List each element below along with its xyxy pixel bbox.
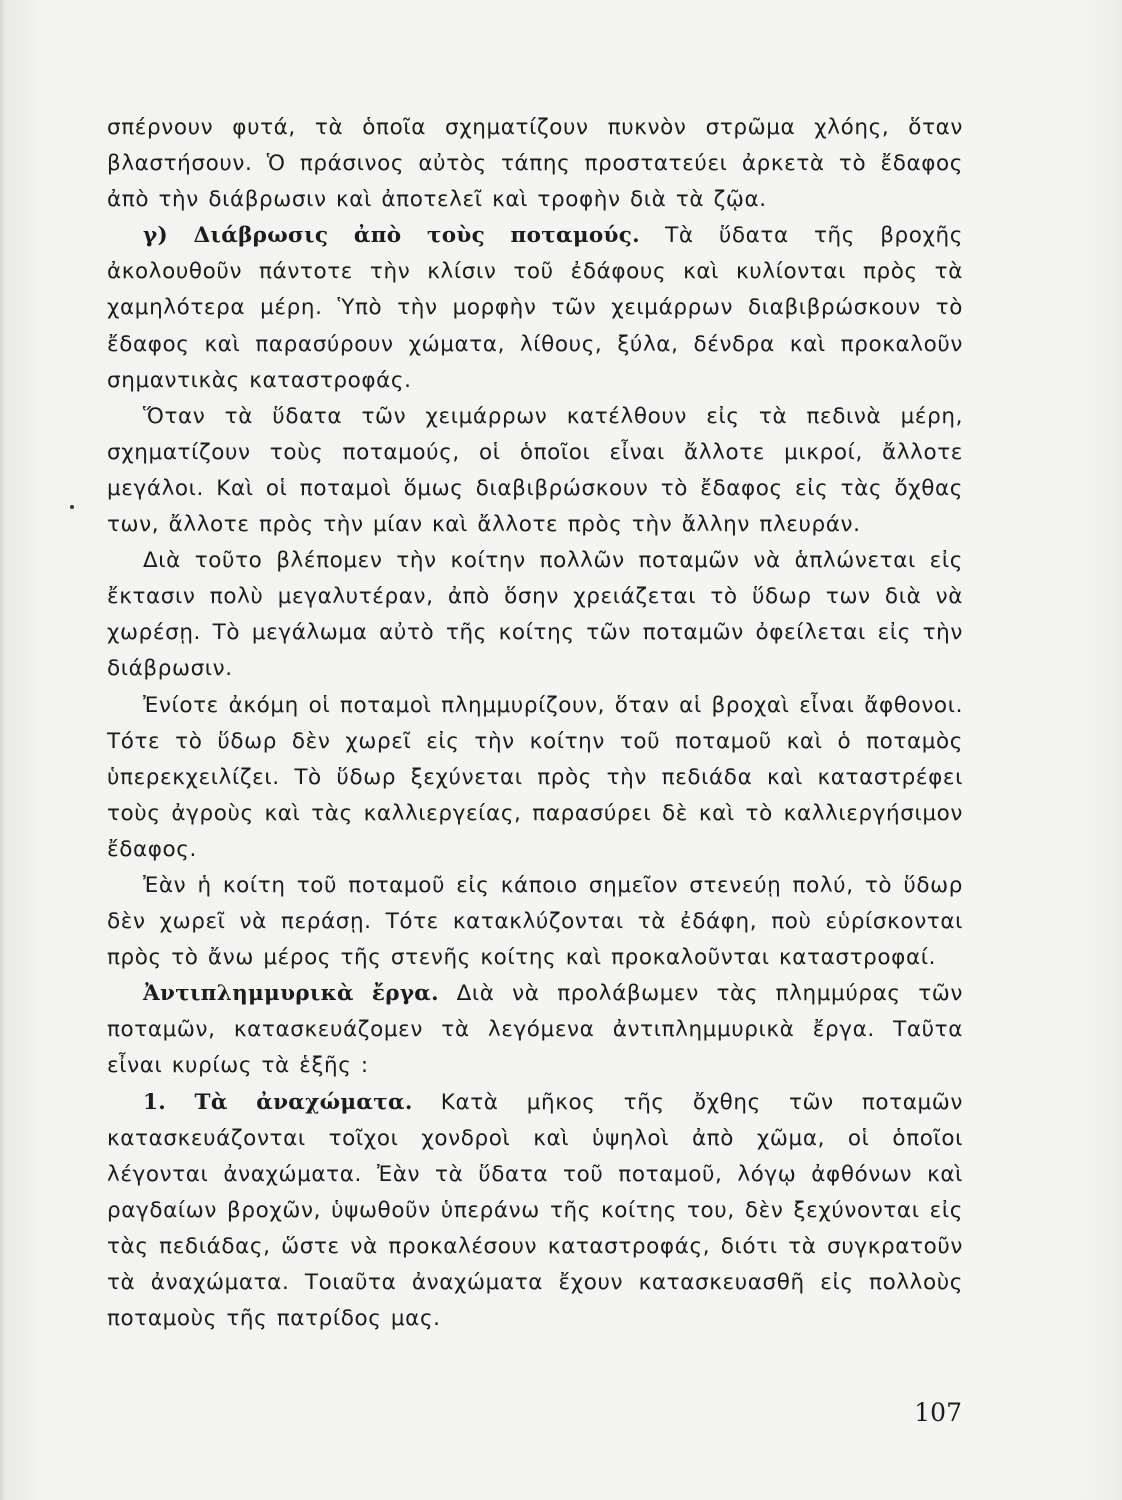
paragraph-7-text: Διὰ νὰ προλάβωμεν τὰς πλημμύρας τῶν ποταμῶν, κατασκευάζομεν τὰ λεγόμενα ἀντιπλημμυρικὰ ἔργα. Ταῦτα εἶναι κυρίως τὰ ἑξῆς : xyxy=(107,981,964,1079)
paragraph-3-text: Ὅταν τὰ ὕδατα τῶν χειμάρρων κατέλθουν εἰς τὰ πεδινὰ μέρη, σχηματίζουν τοὺς ποταμούς, οἱ ὁποῖοι εἶναι ἄλλοτε μικροί, ἄλλοτε μεγάλοι. Καὶ οἱ ποταμοὶ ὅμως διαβιβρώσκουν τὸ ἔδαφος εἰς τὰς ὄχθας των, ἄλλοτε πρὸς τὴν μίαν καὶ ἄλλοτε πρὸς τὴν ἄλλην πλευράν. xyxy=(107,403,963,538)
paragraph-7 xyxy=(107,976,963,1084)
paragraph-3 xyxy=(107,399,963,543)
paragraph-8-text: Κατὰ μῆκος τῆς ὄχθης τῶν ποταμῶν κατασκευάζονται τοῖχοι χονδροὶ καὶ ὑψηλοὶ ἀπὸ χῶμα, οἱ ὁποῖοι λέγονται ἀναχώματα. Ἐὰν τὰ ὕδατα τοῦ ποταμοῦ, λόγῳ ἀφθόνων καὶ ραγδαίων βροχῶν, ὑψωθοῦν ὑπεράνω τῆς κοίτης του, δὲν ξεχύνονται εἰς τὰς πεδιάδας, ὥστε νὰ προκαλέσουν καταστροφάς, διότι τὰ συγκρατοῦν τὰ ἀναχώματα. Τοιαῦτα ἀναχώματα ἔχουν κατασκευασθῆ εἰς πολλοὺς ποταμοὺς τῆς πατρίδος μας. xyxy=(107,1089,963,1332)
scan-edge-shadow xyxy=(0,0,6,1500)
paragraph-1-text: σπέρνουν φυτά, τὰ ὁποῖα σχηματίζουν πυκνὸν στρῶμα χλόης, ὅταν βλαστήσουν. Ὁ πράσινος αὐτὸς τάπης προστατεύει ἀρκετὰ τὸ ἔδαφος ἀπὸ τὴν διάβρωσιν καὶ ἀποτελεῖ καὶ τροφὴν διὰ τὰ ζῷα. xyxy=(107,115,963,213)
paragraph-2 xyxy=(107,218,963,398)
paragraph-8 xyxy=(107,1085,963,1338)
body-text xyxy=(107,110,963,1337)
margin-mark xyxy=(70,505,74,509)
paragraph-6 xyxy=(107,868,963,976)
paragraph-5 xyxy=(107,688,963,868)
paragraph-4-text: Διὰ τοῦτο βλέπομεν τὴν κοίτην πολλῶν ποταμῶν νὰ ἁπλώνεται εἰς ἔκτασιν πολὺ μεγαλυτέραν, ἀπὸ ὅσην χρειάζεται τὸ ὕδωρ των διὰ νὰ χωρέσῃ. Τὸ μεγάλωμα αὐτὸ τῆς κοίτης τῶν ποταμῶν ὀφείλεται εἰς τὴν διάβρωσιν. xyxy=(107,548,963,682)
paragraph-4 xyxy=(107,543,963,687)
section-heading-river-erosion: γ) Διάβρωσις ἀπὸ τοὺς ποταμούς. xyxy=(143,223,640,249)
section-heading-flood-works: Ἀντιπλημμυρικὰ ἔργα. xyxy=(143,981,439,1007)
paragraph-2-text: Τὰ ὕδατα τῆς βροχῆς ἀκολουθοῦν πάντοτε τὴν κλίσιν τοῦ ἐδάφους καὶ κυλίονται πρὸς τὰ χαμηλότερα μέρη. Ὑπὸ τὴν μορφὴν τῶν χειμάρρων διαβιβρώσκουν τὸ ἔδαφος καὶ παρασύρουν χώματα, λίθους, ξύλα, δένδρα καὶ προκαλοῦν σημαντικὰς καταστροφάς. xyxy=(107,223,963,393)
paragraph-1 xyxy=(107,110,963,218)
page-number: 107 xyxy=(914,1398,962,1427)
paragraph-5-text: Ἐνίοτε ἀκόμη οἱ ποταμοὶ πλημμυρίζουν, ὅταν αἱ βροχαὶ εἶναι ἄφθονοι. Τότε τὸ ὕδωρ δὲν χωρεῖ εἰς τὴν κοίτην τοῦ ποταμοῦ καὶ ὁ ποταμὸς ὑπερεκχειλίζει. Τὸ ὕδωρ ξεχύνεται πρὸς τὴν πεδιάδα καὶ καταστρέφει τοὺς ἀγροὺς καὶ τὰς καλλιεργείας, παρασύρει δὲ καὶ τὸ καλλιεργήσιμον ἔδαφος. xyxy=(107,692,963,862)
paragraph-6-text: Ἐὰν ἡ κοίτη τοῦ ποταμοῦ εἰς κάποιο σημεῖον στενεύῃ πολύ, τὸ ὕδωρ δὲν χωρεῖ νὰ περάσῃ. Τότε κατακλύζονται τὰ ἐδάφη, ποὺ εὑρίσκονται πρὸς τὸ ἄνω μέρος τῆς στενῆς κοίτης καὶ προκαλοῦνται καταστροφαί. xyxy=(107,872,963,971)
section-heading-embankments: 1. Τὰ ἀναχώματα. xyxy=(143,1089,413,1115)
